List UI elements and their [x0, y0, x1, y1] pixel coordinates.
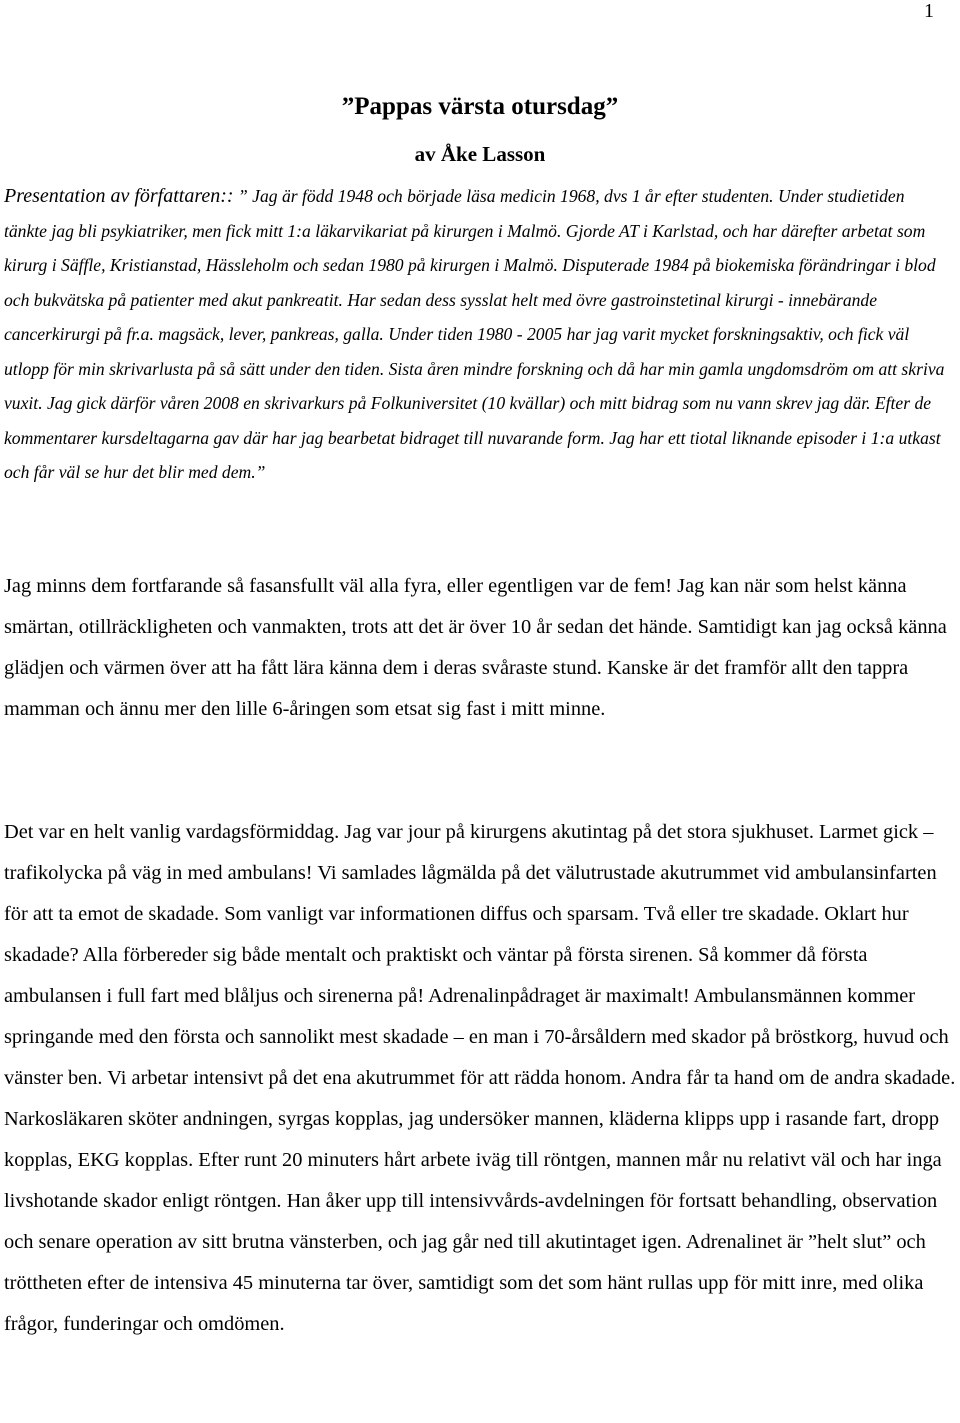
author-presentation	[4, 179, 949, 490]
presentation-lead: Presentation av författaren::	[4, 185, 234, 207]
body-paragraph-2: Det var en helt vanlig vardagsförmiddag. Jag var jour på kirurgens akutintag på det stora sjukhuset. Larmet gick – trafikolycka på väg in med ambulans! Vi samlades lågmälda på det välutrustade akutrummet vid ambulansinfarten för att ta emot de skadade. Som vanligt var informationen diffus och sparsam. Två eller tre skadade. Oklart hur skadade? Alla förbereder sig både mentalt och praktiskt och väntar på första sirenen. Så kommer då första ambulansen i full fart med blåljus och sirenerna på! Adrenalinpådraget är maximalt! Ambulansmännen kommer springande med den första och sannolikt mest skadade – en man i 70-årsåldern med skador på bröstkorg, huvud och vänster ben. Vi arbetar intensivt på det ena akutrummet för att rädda honom. Andra får ta hand om de andra skadade. Narkosläkaren sköter andningen, syrgas kopplas, jag undersöker mannen, kläderna klipps upp i rasande fart, dropp kopplas, EKG kopplas. Efter runt 20 minuters hårt arbete iväg till röntgen, mannen mår nu relativt väl och har inga livshotande skador enligt röntgen. Han åker upp till intensivvårds-avdelningen för fortsatt behandling, observation och senare operation av sitt brutna vänsterben, och jag går ned till akutintaget igen. Adrenalinet är ”helt slut” och tröttheten efter de intensiva 45 minuterna tar över, samtidigt som det som hänt rullas upp för mitt inre, med olika frågor, funderingar och omdömen.	[4, 821, 956, 1335]
presentation-text: ” Jag är född 1948 och började läsa medicin 1968, dvs 1 år efter studenten. Under studietiden tänkte jag bli psykiatriker, men fick mitt 1:a läkarvikariat på kirurgen i Malmö. Gjorde AT i Karlstad, och har därefter arbetat som kirurg i Säffle, Kristianstad, Hässleholm och sedan 1980 på kirurgen i Malmö. Disputerade 1984 på biokemiska förändringar i blod och bukvätska på patienter med akut pankreatit. Har sedan dess sysslat helt med övre gastroinstetinal kirurgi - innebärande cancerkirurgi på fr.a. magsäck, lever, pankreas, galla. Under tiden 1980 - 2005 har jag varit mycket forskningsaktiv, och fick väl utlopp för min skrivarlusta på så sätt under den tiden. Sista åren mindre forskning och då har min gamla ungdomsdröm om att skriva vuxit. Jag gick därför våren 2008 en skrivarkurs på Folkuniversitet (10 kvällar) och mitt bidrag som nu vann skrev jag där. Efter de kommentarer kursdeltagarna gav där har jag bearbetat bidraget till nuvarande form. Jag har ett tiotal liknande episoder i 1:a utkast och får väl se hur det blir med dem.”	[4, 186, 945, 482]
body-paragraph-1: Jag minns dem fortfarande så fasansfullt väl alla fyra, eller egentligen var de fem! Jag kan när som helst känna smärtan, otillräckligheten och vanmakten, trots att det är över 10 år sedan det hände. Samtidigt kan jag också känna glädjen och värmen över att ha fått lära känna dem i deras svåraste stund. Kanske är det framför allt den tappra mamman och ännu mer den lille 6-åringen som etsat sig fast i mitt minne.	[4, 575, 947, 720]
page-number: 1	[924, 0, 934, 22]
document-title: ”Pappas värsta otursdag”	[341, 93, 619, 120]
document-author: av Åke Lasson	[414, 142, 546, 166]
